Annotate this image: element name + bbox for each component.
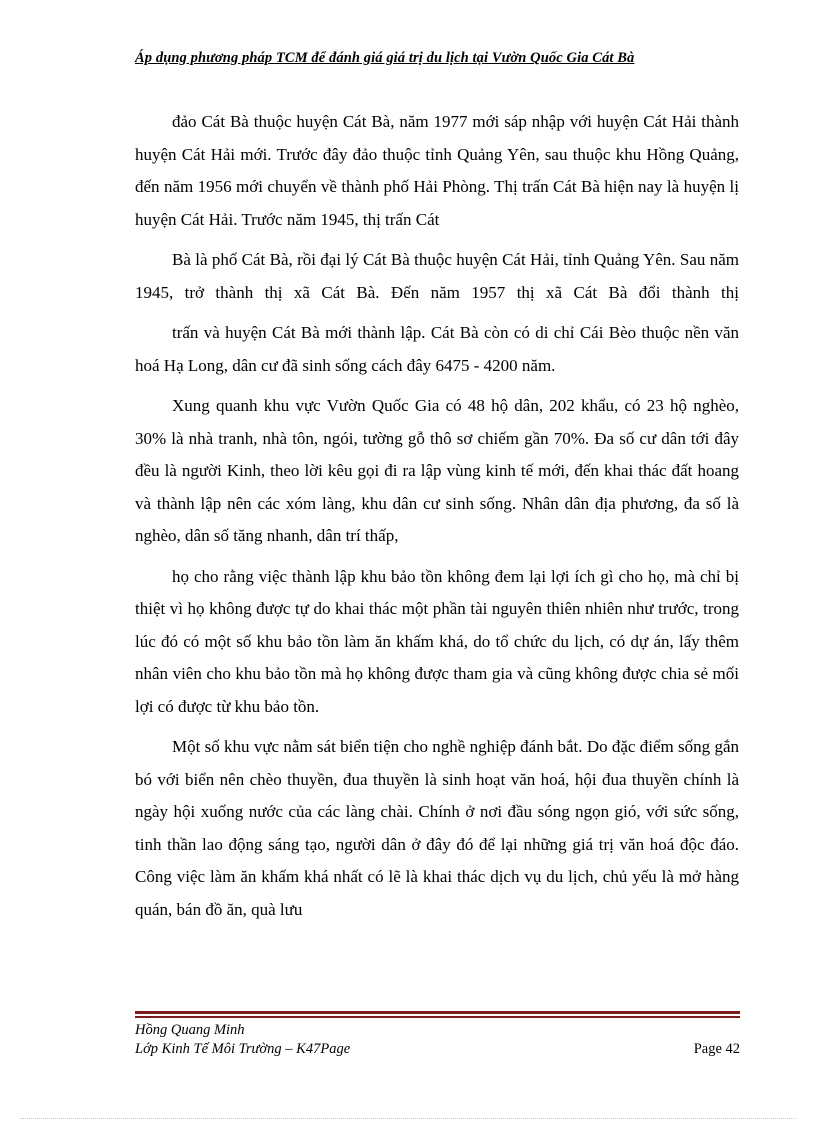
paragraph-4: Xung quanh khu vực Vườn Quốc Gia có 48 hộ dân, 202 khẩu, có 23 hộ nghèo, 30% là nhà tranh, nhà tôn, ngói, tường gỗ thô sơ chiếm gần 70%. Đa số cư dân tới đây đều là người Kinh, theo lời kêu gọi đi ra lập vùng kinh tế mới, đến khai thác đất hoang và thành lập nên các xóm làng, khu dân cư sinh sống. Nhân dân địa phương, đa số là nghèo, dân số tăng nhanh, dân trí thấp, bbox=[135, 396, 739, 545]
footer-class-line: Lớp Kinh Tế Môi Trường – K47Page bbox=[135, 1041, 351, 1057]
paragraph-3: trấn và huyện Cát Bà mới thành lập. Cát Bà còn có di chỉ Cái Bèo thuộc nền văn hoá Hạ Long, dân cư đã sinh sống cách đây 6475 - 4200 năm. bbox=[135, 323, 739, 375]
paragraph-5: họ cho rằng việc thành lập khu bảo tồn không đem lại lợi ích gì cho họ, mà chỉ bị thiệt vì họ không được tự do khai thác một phần tài nguyên thiên nhiên như trước, trong lúc đó có một số khu bảo tồn làm ăn khấm khá, do tổ chức du lịch, có dự án, lấy thêm nhân viên cho khu bảo tồn mà họ không được tham gia và cũng không được chia sẻ mối lợi có được từ khu bảo tồn. bbox=[135, 566, 739, 716]
footer-divider-thin bbox=[135, 1016, 740, 1018]
footer-divider-thick bbox=[135, 1011, 740, 1014]
footer-row bbox=[135, 1040, 740, 1059]
running-header: Áp dụng phương pháp TCM để đánh giá giá trị du lịch tại Vườn Quốc Gia Cát Bà bbox=[135, 50, 635, 66]
paragraph-6: Một số khu vực nằm sát biển tiện cho nghề nghiệp đánh bắt. Do đặc điểm sống gắn bó với biển nên chèo thuyền, đua thuyền là sinh hoạt văn hoá, hội đua thuyền chính là ngày hội xuống nước của các làng chài. Chính ở nơi đầu sóng ngọn gió, với sức sống, tinh thần lao động sáng tạo, người dân ở đây đó để lại những giá trị văn hoá độc đáo. Công việc làm ăn khấm khá nhất có lẽ là khai thác dịch vụ du lịch, chủ yếu là mở hàng quán, bán đồ ăn, quà lưu bbox=[135, 737, 739, 919]
page-footer bbox=[135, 1021, 740, 1059]
page-bottom-dotted-border bbox=[20, 1118, 796, 1119]
footer-author: Hồng Quang Minh bbox=[135, 1022, 245, 1038]
paragraph-1: đảo Cát Bà thuộc huyện Cát Bà, năm 1977 mới sáp nhập với huyện Cát Hải thành huyện Cát Hải mới. Trước đây đảo thuộc tỉnh Quảng Yên, sau thuộc khu Hồng Quảng, đến năm 1956 mới chuyển về thành phố Hải Phòng. Thị trấn Cát Bà hiện nay là huyện lị huyện Cát Hải. Trước năm 1945, thị trấn Cát bbox=[135, 112, 739, 229]
paragraph-2: Bà là phố Cát Bà, rồi đại lý Cát Bà thuộc huyện Cát Hải, tỉnh Quảng Yên. Sau năm 1945, trở thành thị xã Cát Bà. Đến năm 1957 thị xã Cát Bà đổi thành thị bbox=[135, 250, 739, 302]
page-number: Page 42 bbox=[693, 1041, 740, 1057]
body-text bbox=[135, 106, 739, 934]
